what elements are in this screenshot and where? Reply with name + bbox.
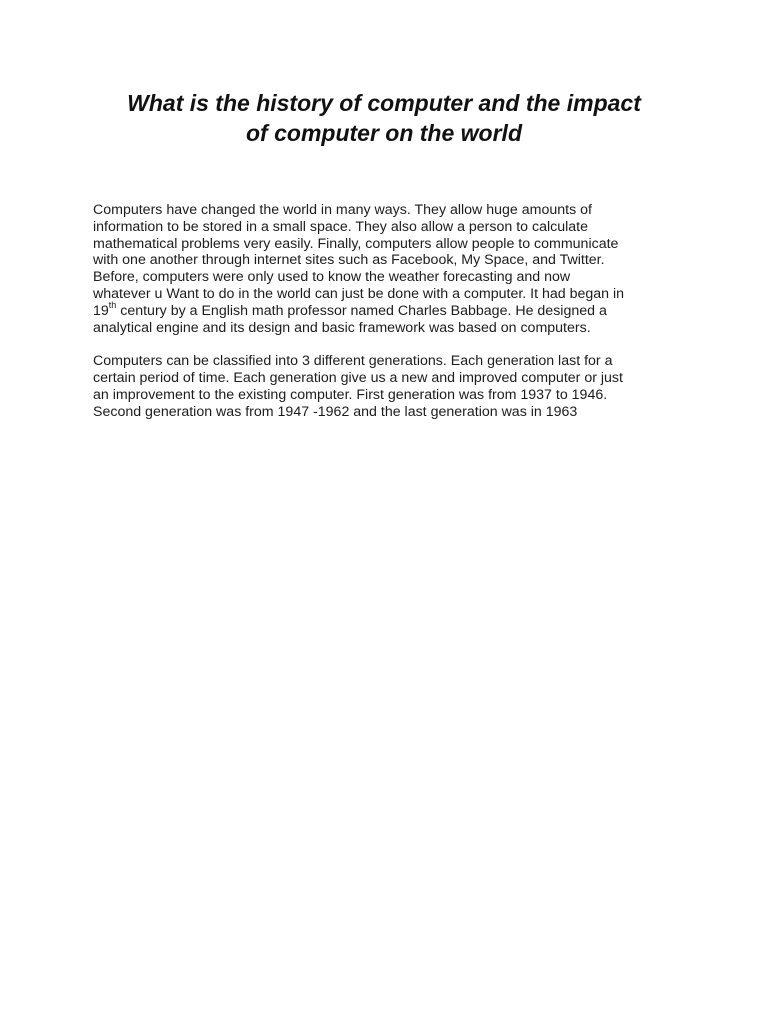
paragraph-2-line: an improvement to the existing computer. First generation was from 1937 to 1946. xyxy=(93,386,608,403)
paragraph-1-line: whatever u Want to do in the world can just be done with a computer. It had began in xyxy=(93,285,625,302)
ordinal-superscript: th xyxy=(108,300,117,311)
document-title xyxy=(80,88,688,148)
paragraph-1-line: with one another through internet sites such as Facebook, My Space, and Twitter. xyxy=(93,252,605,269)
paragraph-1-line: Computers have changed the world in many ways. They allow huge amounts of xyxy=(93,202,592,218)
paragraph-2-line: Second generation was from 1947 -1962 and the last generation was in 1963 xyxy=(93,403,578,420)
document-title-line-1: What is the history of computer and the impact xyxy=(127,90,641,116)
paragraph-1-line: analytical engine and its design and basic framework was based on computers. xyxy=(93,319,591,336)
century-sentence: century by a English math professor named Charles Babbage. He designed a xyxy=(116,302,607,319)
paragraph-1-line: Before, computers were only used to know the weather forecasting and now xyxy=(93,269,571,286)
paragraph-1-line: information to be stored in a small space. They also allow a person to calculate xyxy=(93,218,588,235)
document-title-line-2: of computer on the world xyxy=(246,120,522,146)
document-body xyxy=(93,202,693,420)
paragraph-1-line-with-superscript xyxy=(93,300,693,320)
paragraph-1 xyxy=(93,202,693,336)
paragraph-2 xyxy=(93,353,693,420)
paragraph-2-line: certain period of time. Each generation give us a new and improved computer or just xyxy=(93,369,623,386)
century-number: 19 xyxy=(93,302,109,319)
paragraph-2-line: Computers can be classified into 3 different generations. Each generation last for a xyxy=(93,353,613,370)
paragraph-1-line: mathematical problems very easily. Finally, computers allow people to communicate xyxy=(93,235,619,252)
